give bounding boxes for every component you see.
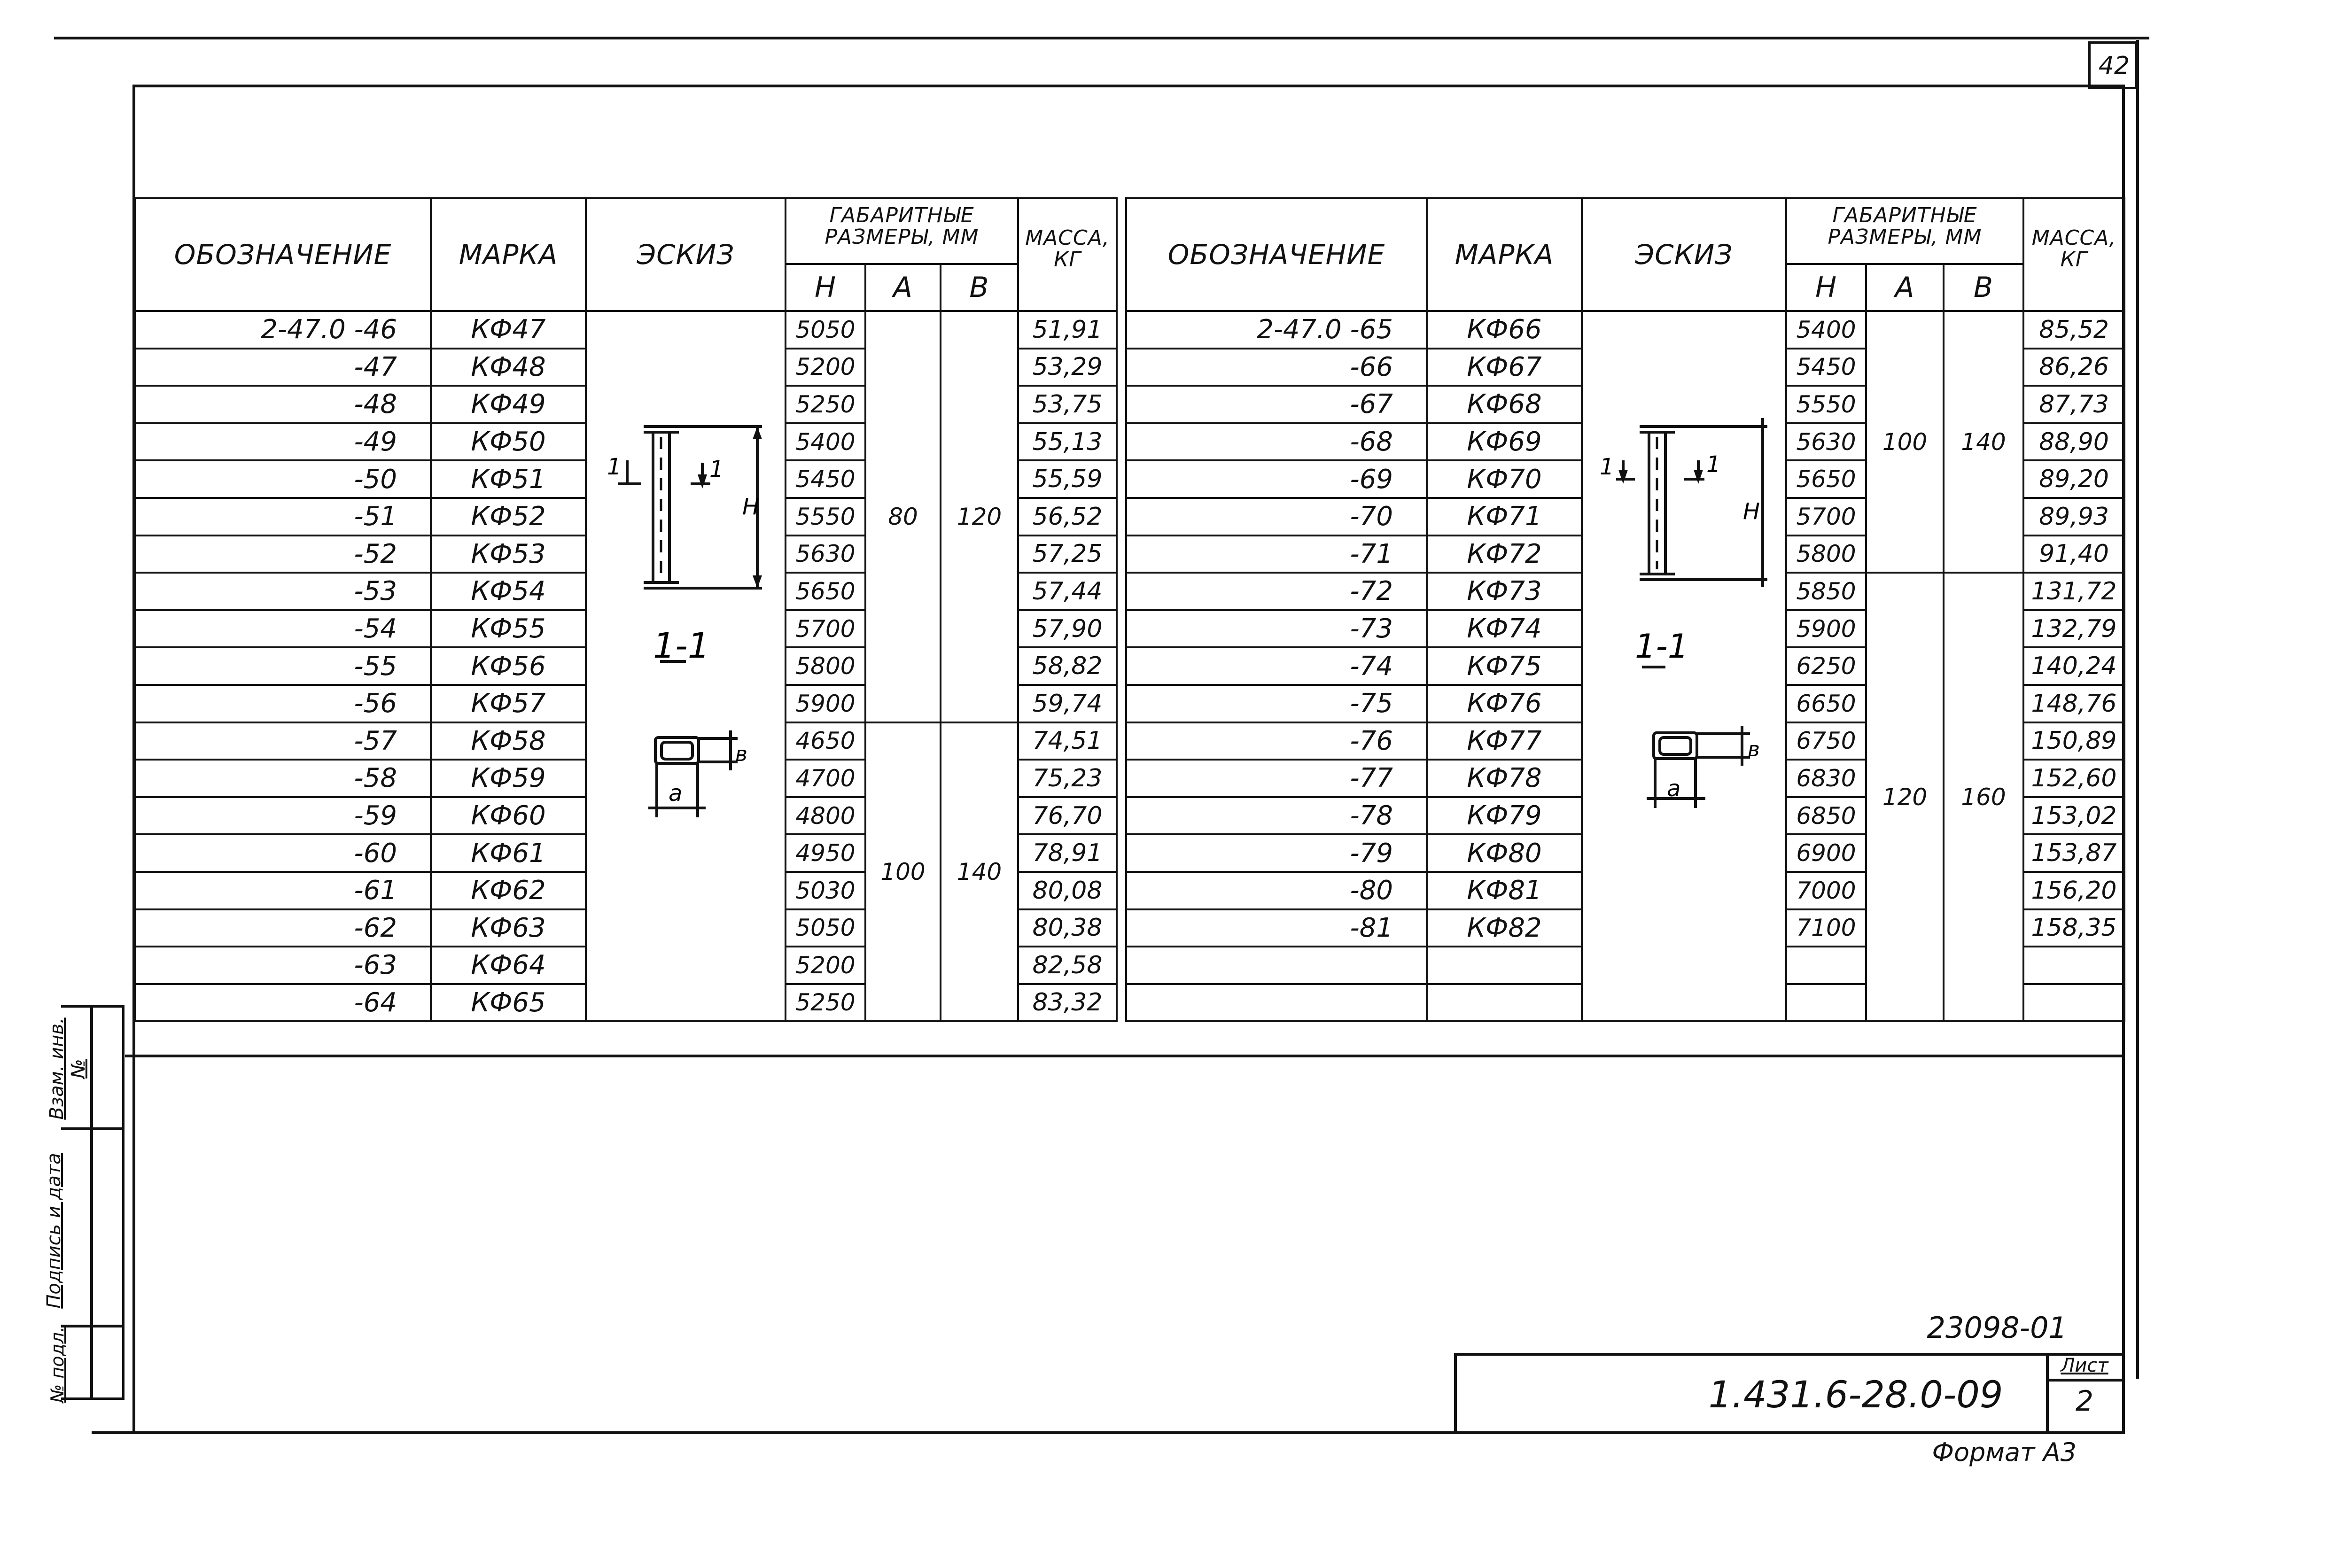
mark-cell: КФ74	[1427, 610, 1582, 648]
sheet-ref: 23098-01	[1927, 1311, 2067, 1345]
sheet-number: 2	[2075, 1385, 2094, 1418]
mark-cell: КФ67	[1427, 349, 1582, 386]
height-cell: 5700	[786, 610, 865, 648]
mark-cell: КФ50	[431, 423, 586, 461]
height-cell: 5400	[1786, 311, 1866, 349]
header-H: Н	[786, 264, 865, 311]
doc-code: 1.431.6-28.0-09	[1708, 1374, 2003, 1416]
mass-cell: 56,52	[1018, 498, 1117, 536]
side-stamp-divider	[90, 1005, 93, 1400]
mark-cell: КФ76	[1427, 685, 1582, 722]
dim-label-a: a	[1667, 776, 1681, 802]
designation-cell: -68	[1126, 423, 1427, 461]
table-row	[135, 311, 1117, 349]
height-cell: 6750	[1786, 722, 1866, 760]
height-cell: 6850	[1786, 797, 1866, 835]
frame-top	[134, 85, 2123, 87]
mark-cell: КФ69	[1427, 423, 1582, 461]
height-cell: 5200	[786, 349, 865, 386]
header-b: В	[941, 264, 1018, 311]
mass-cell: 148,76	[2023, 685, 2124, 722]
designation-cell: -69	[1126, 460, 1427, 498]
header-a: А	[1866, 264, 1944, 311]
mass-cell: 78,91	[1018, 834, 1117, 872]
mark-cell: КФ71	[1427, 498, 1582, 536]
header-sketch: ЭСКИЗ	[586, 198, 786, 311]
mass-cell	[2023, 947, 2124, 984]
mark-cell: КФ56	[431, 647, 586, 685]
mass-cell: 82,58	[1018, 947, 1117, 984]
mass-cell: 80,38	[1018, 909, 1117, 947]
height-cell: 5450	[786, 460, 865, 498]
designation-cell: -80	[1126, 872, 1427, 909]
designation-cell: -62	[135, 909, 431, 947]
dim-label-b: в	[735, 742, 747, 766]
designation-cell: -55	[135, 647, 431, 685]
mark-cell: КФ78	[1427, 760, 1582, 797]
mark-cell: КФ57	[431, 685, 586, 722]
mark-cell: КФ63	[431, 909, 586, 947]
mark-cell	[1427, 984, 1582, 1022]
designation-cell: 2-47.0 -46	[135, 311, 431, 349]
mass-cell: 83,32	[1018, 984, 1117, 1022]
height-cell: 5650	[786, 573, 865, 610]
height-cell: 4700	[786, 760, 865, 797]
sheet-label: Лист	[2061, 1355, 2108, 1376]
dim-a-cell: 80	[865, 311, 941, 722]
header-H: Н	[1786, 264, 1866, 311]
dim-label-a: a	[669, 780, 683, 807]
height-cell: 5650	[1786, 460, 1866, 498]
designation-cell: -66	[1126, 349, 1427, 386]
designation-cell: -50	[135, 460, 431, 498]
mark-cell: КФ47	[431, 311, 586, 349]
mark-cell: КФ48	[431, 349, 586, 386]
height-cell: 5250	[786, 386, 865, 423]
top-rule	[54, 37, 2149, 39]
mark-cell: КФ55	[431, 610, 586, 648]
height-cell: 6250	[1786, 647, 1866, 685]
mark-cell: КФ66	[1427, 311, 1582, 349]
dim-b-cell: 160	[1944, 573, 2023, 1021]
mark-cell: КФ65	[431, 984, 586, 1022]
header-dims: ГАБАРИТНЫЕ РАЗМЕРЫ, ММ	[1786, 198, 2023, 264]
right-column-sketch	[1588, 413, 1785, 846]
mass-cell: 51,91	[1018, 311, 1117, 349]
mark-cell: КФ75	[1427, 647, 1582, 685]
dim-b-cell: 140	[1944, 311, 2023, 573]
header-dims: ГАБАРИТНЫЕ РАЗМЕРЫ, ММ	[786, 198, 1018, 264]
frame-middle	[125, 1055, 2124, 1057]
mark-cell: КФ52	[431, 498, 586, 536]
cut-mark-right: 1	[1706, 451, 1721, 478]
dim-a-cell: 120	[1866, 573, 1944, 1021]
mass-cell: 76,70	[1018, 797, 1117, 835]
header-b: В	[1944, 264, 2023, 311]
mass-cell: 88,90	[2023, 423, 2124, 461]
mass-cell: 87,73	[2023, 386, 2124, 423]
mark-cell: КФ72	[1427, 536, 1582, 573]
designation-cell: -70	[1126, 498, 1427, 536]
height-cell: 6900	[1786, 834, 1866, 872]
mark-cell: КФ79	[1427, 797, 1582, 835]
height-cell: 7100	[1786, 909, 1866, 947]
section-label: 1-1	[653, 626, 710, 666]
designation-cell: -53	[135, 573, 431, 610]
dim-label-H: H	[742, 494, 760, 520]
cut-mark-right: 1	[709, 456, 724, 482]
side-stamp-cell-1: Взам. инв. №	[46, 1017, 89, 1120]
height-cell: 5250	[786, 984, 865, 1022]
header-mass: МАССА, КГ	[2023, 198, 2124, 311]
designation-cell: -60	[135, 834, 431, 872]
mass-cell: 59,74	[1018, 685, 1117, 722]
header-designation: ОБОЗНАЧЕНИЕ	[1126, 198, 1427, 311]
height-cell: 5630	[1786, 423, 1866, 461]
mass-cell: 150,89	[2023, 722, 2124, 760]
height-cell: 7000	[1786, 872, 1866, 909]
designation-cell: -51	[135, 498, 431, 536]
designation-cell: -57	[135, 722, 431, 760]
height-cell: 5550	[786, 498, 865, 536]
mass-cell: 153,87	[2023, 834, 2124, 872]
mass-cell: 58,82	[1018, 647, 1117, 685]
mark-cell	[1427, 947, 1582, 984]
height-cell: 5450	[1786, 349, 1866, 386]
designation-cell: -77	[1126, 760, 1427, 797]
mark-cell: КФ73	[1427, 573, 1582, 610]
mass-cell: 85,52	[2023, 311, 2124, 349]
designation-cell: -78	[1126, 797, 1427, 835]
mark-cell: КФ77	[1427, 722, 1582, 760]
height-cell: 4650	[786, 722, 865, 760]
mark-cell: КФ53	[431, 536, 586, 573]
height-cell: 6650	[1786, 685, 1866, 722]
height-cell: 4950	[786, 834, 865, 872]
mass-cell: 89,20	[2023, 460, 2124, 498]
section-label: 1-1	[1635, 627, 1689, 666]
designation-cell: -72	[1126, 573, 1427, 610]
height-cell: 5030	[786, 872, 865, 909]
height-cell: 5050	[786, 311, 865, 349]
mass-cell: 55,13	[1018, 423, 1117, 461]
header-designation: ОБОЗНАЧЕНИЕ	[135, 198, 431, 311]
height-cell: 5850	[1786, 573, 1866, 610]
mass-cell: 140,24	[2023, 647, 2124, 685]
mass-cell: 57,25	[1018, 536, 1117, 573]
sheet-label-sep	[2047, 1379, 2123, 1382]
mark-cell: КФ64	[431, 947, 586, 984]
designation-cell: -67	[1126, 386, 1427, 423]
header-mark: МАРКА	[1427, 198, 1582, 311]
header-mark: МАРКА	[431, 198, 586, 311]
mark-cell: КФ58	[431, 722, 586, 760]
height-cell: 5630	[786, 536, 865, 573]
table-row	[1126, 311, 2124, 349]
dim-a-cell: 100	[1866, 311, 1944, 573]
height-cell: 5200	[786, 947, 865, 984]
designation-cell: -59	[135, 797, 431, 835]
mass-cell: 80,08	[1018, 872, 1117, 909]
mark-cell: КФ51	[431, 460, 586, 498]
mass-cell	[2023, 984, 2124, 1022]
mass-cell: 57,90	[1018, 610, 1117, 648]
designation-cell: -48	[135, 386, 431, 423]
dim-a-cell: 100	[865, 722, 941, 1022]
side-stamp-cell-2: Подпись и дата	[43, 1153, 65, 1309]
mark-cell: КФ82	[1427, 909, 1582, 947]
mass-cell: 53,29	[1018, 349, 1117, 386]
mark-cell: КФ54	[431, 573, 586, 610]
mass-cell: 89,93	[2023, 498, 2124, 536]
designation-cell: -49	[135, 423, 431, 461]
height-cell: 5700	[1786, 498, 1866, 536]
title-block-divider	[2046, 1353, 2049, 1433]
mark-cell: КФ60	[431, 797, 586, 835]
height-cell	[1786, 984, 1866, 1022]
designation-cell	[1126, 984, 1427, 1022]
mass-cell: 57,44	[1018, 573, 1117, 610]
dim-label-H: H	[1743, 498, 1760, 525]
height-cell: 6830	[1786, 760, 1866, 797]
mark-cell: КФ49	[431, 386, 586, 423]
designation-cell: -61	[135, 872, 431, 909]
height-cell: 5550	[1786, 386, 1866, 423]
format-label: Формат А3	[1932, 1437, 2077, 1467]
height-cell: 5050	[786, 909, 865, 947]
designation-cell: -74	[1126, 647, 1427, 685]
designation-cell	[1126, 947, 1427, 984]
designation-cell: -58	[135, 760, 431, 797]
mass-cell: 74,51	[1018, 722, 1117, 760]
mark-cell: КФ62	[431, 872, 586, 909]
designation-cell: -54	[135, 610, 431, 648]
cut-mark-left: 1	[607, 454, 622, 480]
right-margin-line	[2136, 40, 2139, 1379]
height-cell	[1786, 947, 1866, 984]
designation-cell: -47	[135, 349, 431, 386]
mass-cell: 91,40	[2023, 536, 2124, 573]
designation-cell: -75	[1126, 685, 1427, 722]
mark-cell: КФ68	[1427, 386, 1582, 423]
mark-cell: КФ81	[1427, 872, 1582, 909]
mark-cell: КФ80	[1427, 834, 1582, 872]
height-cell: 5800	[786, 647, 865, 685]
designation-cell: -71	[1126, 536, 1427, 573]
mass-cell: 158,35	[2023, 909, 2124, 947]
header-mass: МАССА, КГ	[1018, 198, 1117, 311]
dim-b-cell: 140	[941, 722, 1018, 1022]
height-cell: 5900	[1786, 610, 1866, 648]
mass-cell: 53,75	[1018, 386, 1117, 423]
mass-cell: 55,59	[1018, 460, 1117, 498]
designation-cell: -79	[1126, 834, 1427, 872]
mass-cell: 131,72	[2023, 573, 2124, 610]
cut-mark-left: 1	[1600, 454, 1614, 480]
designation-cell: -63	[135, 947, 431, 984]
designation-cell: -76	[1126, 722, 1427, 760]
designation-cell: -52	[135, 536, 431, 573]
designation-cell: -73	[1126, 610, 1427, 648]
header-sketch: ЭСКИЗ	[1582, 198, 1786, 311]
designation-cell: 2-47.0 -65	[1126, 311, 1427, 349]
designation-cell: -64	[135, 984, 431, 1022]
left-column-sketch	[583, 404, 780, 836]
mass-cell: 152,60	[2023, 760, 2124, 797]
mass-cell: 132,79	[2023, 610, 2124, 648]
designation-cell: -56	[135, 685, 431, 722]
header-a: А	[865, 264, 941, 311]
mark-cell: КФ70	[1427, 460, 1582, 498]
mass-cell: 153,02	[2023, 797, 2124, 835]
height-cell: 4800	[786, 797, 865, 835]
page-number: 42	[2098, 52, 2130, 80]
dim-b-cell: 120	[941, 311, 1018, 722]
mark-cell: КФ61	[431, 834, 586, 872]
mass-cell: 156,20	[2023, 872, 2124, 909]
height-cell: 5900	[786, 685, 865, 722]
mass-cell: 86,26	[2023, 349, 2124, 386]
mass-cell: 75,23	[1018, 760, 1117, 797]
dim-label-b: в	[1748, 737, 1760, 761]
height-cell: 5400	[786, 423, 865, 461]
height-cell: 5800	[1786, 536, 1866, 573]
mark-cell: КФ59	[431, 760, 586, 797]
designation-cell: -81	[1126, 909, 1427, 947]
side-stamp-cell-3: № подл.	[47, 1326, 68, 1403]
